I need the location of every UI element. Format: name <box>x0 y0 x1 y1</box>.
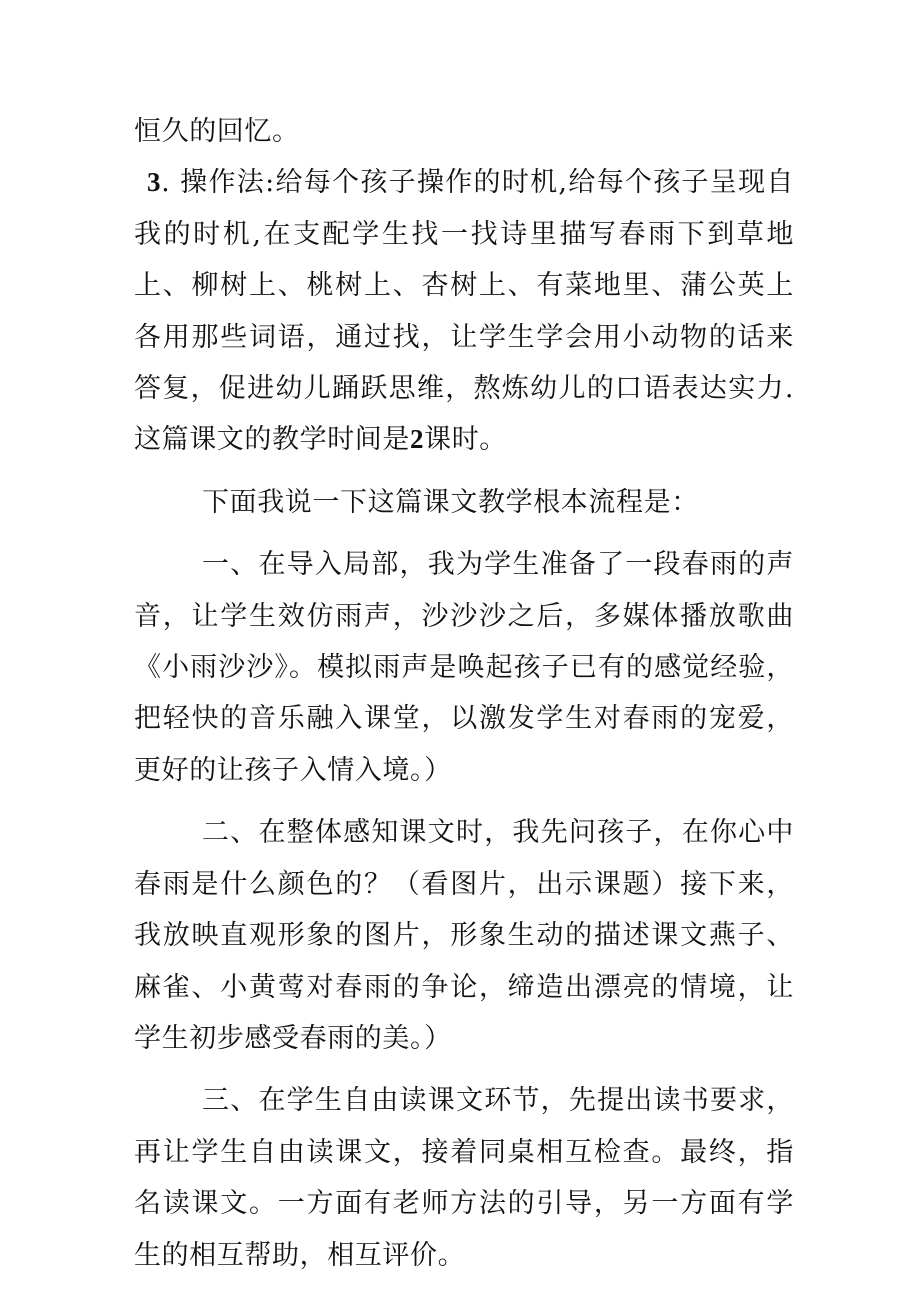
paragraph-continuation: 恒久的回忆。 <box>134 116 300 147</box>
paragraph-operation-method-tail: 课时。 <box>424 424 507 456</box>
document-page <box>134 106 794 1281</box>
paragraph-operation-method-text: . 操作法:给每个孩子操作的时机,给每个孩子呈现自我的时机,在支配学生找一找诗里描写春雨下到草地上、柳树上、桃树上、杏树上、有菜地里、蒲公英上各用那些词语，通过找，让学生学会用小动物的话来答复，促进幼儿踊跃思维，熬炼幼儿的口语表达实力. 这篇课文的教学时间是 <box>134 167 794 456</box>
paragraph-flow-intro: 下面我说一下这篇课文教学根本流程是： <box>202 486 699 518</box>
paragraph-step-two: 二、在整体感知课文时，我先问孩子，在你心中春雨是什么颜色的？（看图片，出示课题）接下来，我放映直观形象的图片，形象生动的描述课文燕子、麻雀、小黄莺对春雨的争论，缔造出漂亮的情境，让学生初步感受春雨的美。） <box>134 817 794 1054</box>
lesson-hours-number: 2 <box>410 424 425 455</box>
paragraph-step-one: 一、在导入局部，我为学生准备了一段春雨的声音，让学生效仿雨声，沙沙沙之后，多媒体播放歌曲《小雨沙沙》。模拟雨声是唤起孩子已有的感觉经验，把轻快的音乐融入课堂，以激发学生对春雨的宠爱，更好的让孩子入情入境。） <box>134 549 794 786</box>
paragraph-operation-method <box>134 157 794 465</box>
list-number: 3 <box>147 167 162 198</box>
paragraph-step-three: 三、在学生自由读课文环节，先提出读书要求，再让学生自由读课文，接着同桌相互检查。最终，指名读课文。一方面有老师方法的引导，另一方面有学生的相互帮助，相互评价。 <box>134 1085 794 1271</box>
